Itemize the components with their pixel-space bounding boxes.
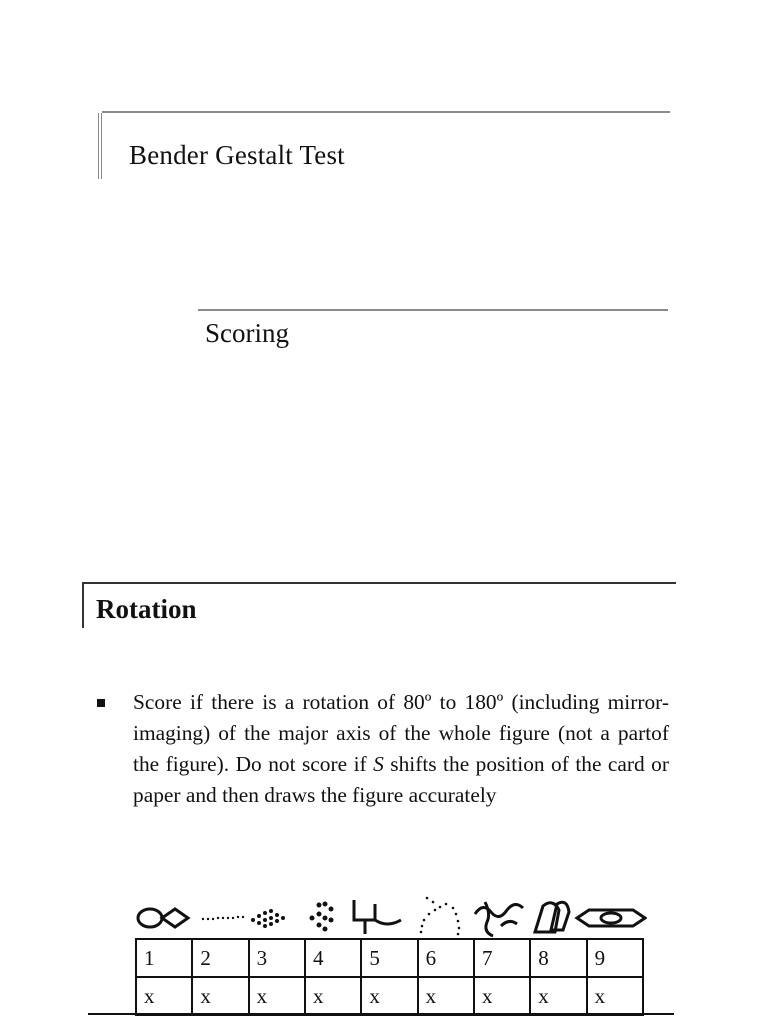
- table-row: [136, 939, 643, 977]
- table-cell: 1: [136, 939, 192, 977]
- table-cell: 7: [474, 939, 530, 977]
- figure-9-hexagon-diamond-icon: [577, 910, 645, 926]
- table-cell: x: [305, 977, 361, 1015]
- scoring-table: [135, 938, 644, 1016]
- table-cell: x: [418, 977, 474, 1015]
- figure-5-open-box-curve-icon: [354, 900, 401, 934]
- section-heading: Rotation: [96, 594, 197, 624]
- table-cell: x: [361, 977, 417, 1015]
- figure-6-dotted-arc-icon: [420, 897, 461, 936]
- table-cell: 3: [249, 939, 305, 977]
- figure-8-overlapping-shapes-icon: [535, 902, 569, 932]
- table-cell: x: [587, 977, 643, 1015]
- table-row: [136, 977, 643, 1015]
- bullet-square-icon: [97, 699, 105, 707]
- table-cell: x: [249, 977, 305, 1015]
- subtitle-rule: [198, 309, 668, 311]
- table-cell: 8: [530, 939, 586, 977]
- title-left-rule: [98, 113, 99, 179]
- section-left-rule: [82, 582, 84, 628]
- bullet-text-suffix: shifts the position of the card or paper and then draws the figure accurately: [133, 752, 669, 807]
- table-cell: x: [530, 977, 586, 1015]
- bullet-text: [133, 687, 669, 811]
- table-cell: 4: [305, 939, 361, 977]
- figure-4-curved-dots-icon: [310, 902, 334, 932]
- table-cell: x: [136, 977, 192, 1015]
- page-subtitle: Scoring: [205, 318, 289, 348]
- section-top-rule: [82, 582, 676, 584]
- page-title: Bender Gestalt Test: [129, 140, 345, 170]
- table-cell: 2: [192, 939, 248, 977]
- table-cell: x: [474, 977, 530, 1015]
- bullet-text-italic: S: [373, 752, 384, 776]
- bullet-text-prefix: Score if there is a rotation of 80º to 180º (including mirror-imaging) of the major axis of the whole figure (not a partof the figure). Do not score if: [133, 690, 669, 776]
- bottom-rule: [88, 1013, 674, 1015]
- table-cell: 6: [418, 939, 474, 977]
- figure-1-circle-diamond-icon: [138, 909, 188, 927]
- figure-2-dotted-line-icon: [202, 916, 244, 920]
- figure-7-crossing-waves-icon: [475, 902, 523, 936]
- table-cell: 5: [361, 939, 417, 977]
- table-cell: x: [192, 977, 248, 1015]
- figure-3-dot-cluster-icon: [251, 909, 285, 928]
- title-left-rule-inner: [101, 113, 102, 179]
- title-top-rule: [102, 111, 670, 113]
- bender-figures: [135, 892, 647, 938]
- table-cell: 9: [587, 939, 643, 977]
